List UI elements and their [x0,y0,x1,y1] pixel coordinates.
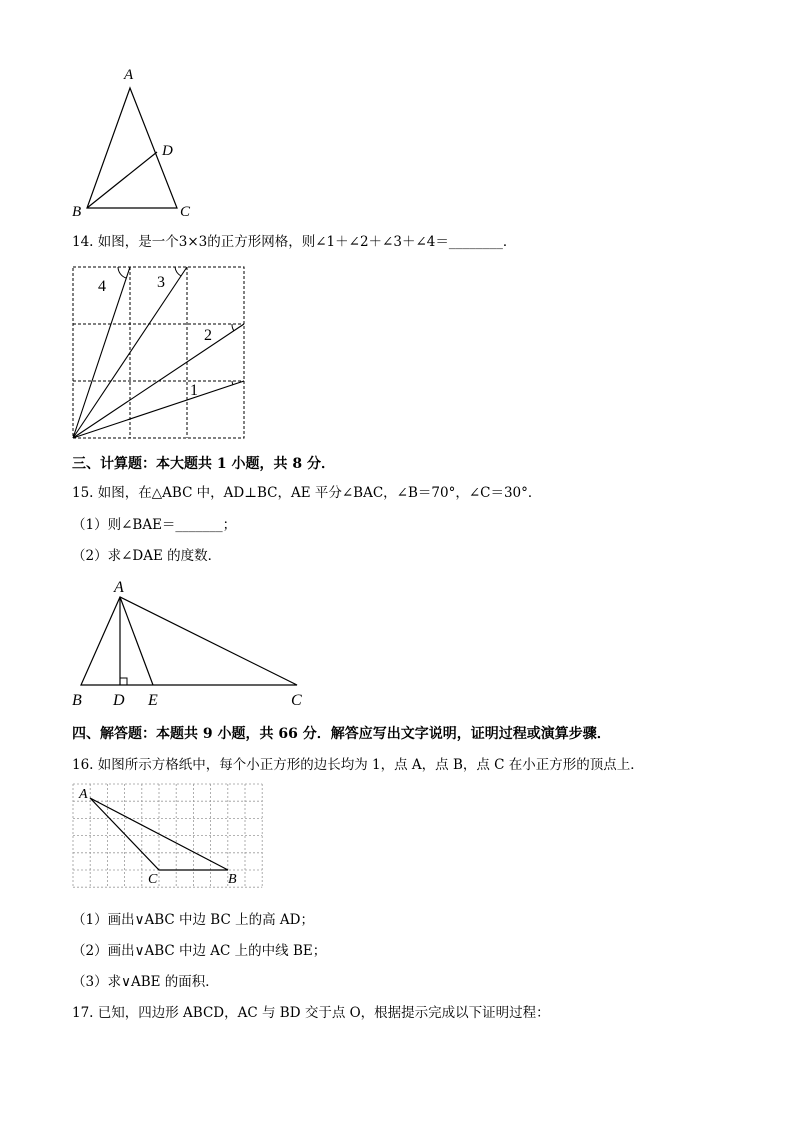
ray-to-1 [73,381,244,438]
right-angle-mark [120,678,127,685]
question-15-part-2: （2）求∠DAE 的度数． [72,548,222,564]
label-b: B [72,692,82,709]
section-3-title: 三、计算题：本大题共 1 小题，共 8 分． [72,456,335,472]
angle-label-4: 4 [98,278,106,295]
label-c: C [180,204,191,220]
question-16-text: 16. 如图所示方格纸中，每个小正方形的边长均为 1，点 A，点 B，点 C 在小正方形的顶点上． [72,757,644,773]
label-d: D [113,692,125,709]
question-15-text: 15. 如图，在△ABC 中，AD⊥BC，AE 平分∠BAC，∠B＝70°，∠C＝30°． [72,485,542,501]
question-16-part-1: （1）画出∨ABC 中边 BC 上的高 AD； [72,912,314,928]
grid-triangle-figure [68,781,268,891]
triangle-abd-figure [60,62,210,222]
question-14-text: 14. 如图，是一个3×3的正方形网格，则∠1＋∠2＋∠3＋∠4＝________． [72,234,517,250]
label-c: C [148,872,158,887]
question-16-part-3: （3）求∨ABE 的面积． [72,974,219,990]
label-e: E [148,692,158,709]
label-a: A [124,67,134,83]
question-17-text: 17. 已知，四边形 ABCD，AC 与 BD 交于点 O，根据提示完成以下证明过程： [72,1005,550,1021]
section-4-title: 四、解答题：本题共 9 小题，共 66 分．解答应写出文字说明，证明过程或演算步骤． [72,726,611,742]
grid-angles-figure [70,264,250,442]
label-b: B [228,872,237,887]
question-15-part-1: （1）则∠BAE＝_______； [72,517,237,533]
angle-label-3: 3 [157,274,165,291]
label-b: B [72,204,82,220]
label-c: C [291,692,302,709]
label-d: D [162,143,173,159]
triangle-altitude-bisector-figure [66,574,316,714]
question-16-part-2: （2）画出∨ABC 中边 AC 上的中线 BE； [72,943,327,959]
angle-arc-2 [232,324,234,331]
label-a: A [114,579,124,596]
label-a: A [79,787,88,802]
bisector-ae [120,597,153,685]
triangle-abc [81,597,297,685]
angle-label-1: 1 [190,382,198,399]
angle-label-2: 2 [204,327,212,344]
angle-arc-4 [118,267,126,278]
angle-arc-3 [175,267,181,276]
